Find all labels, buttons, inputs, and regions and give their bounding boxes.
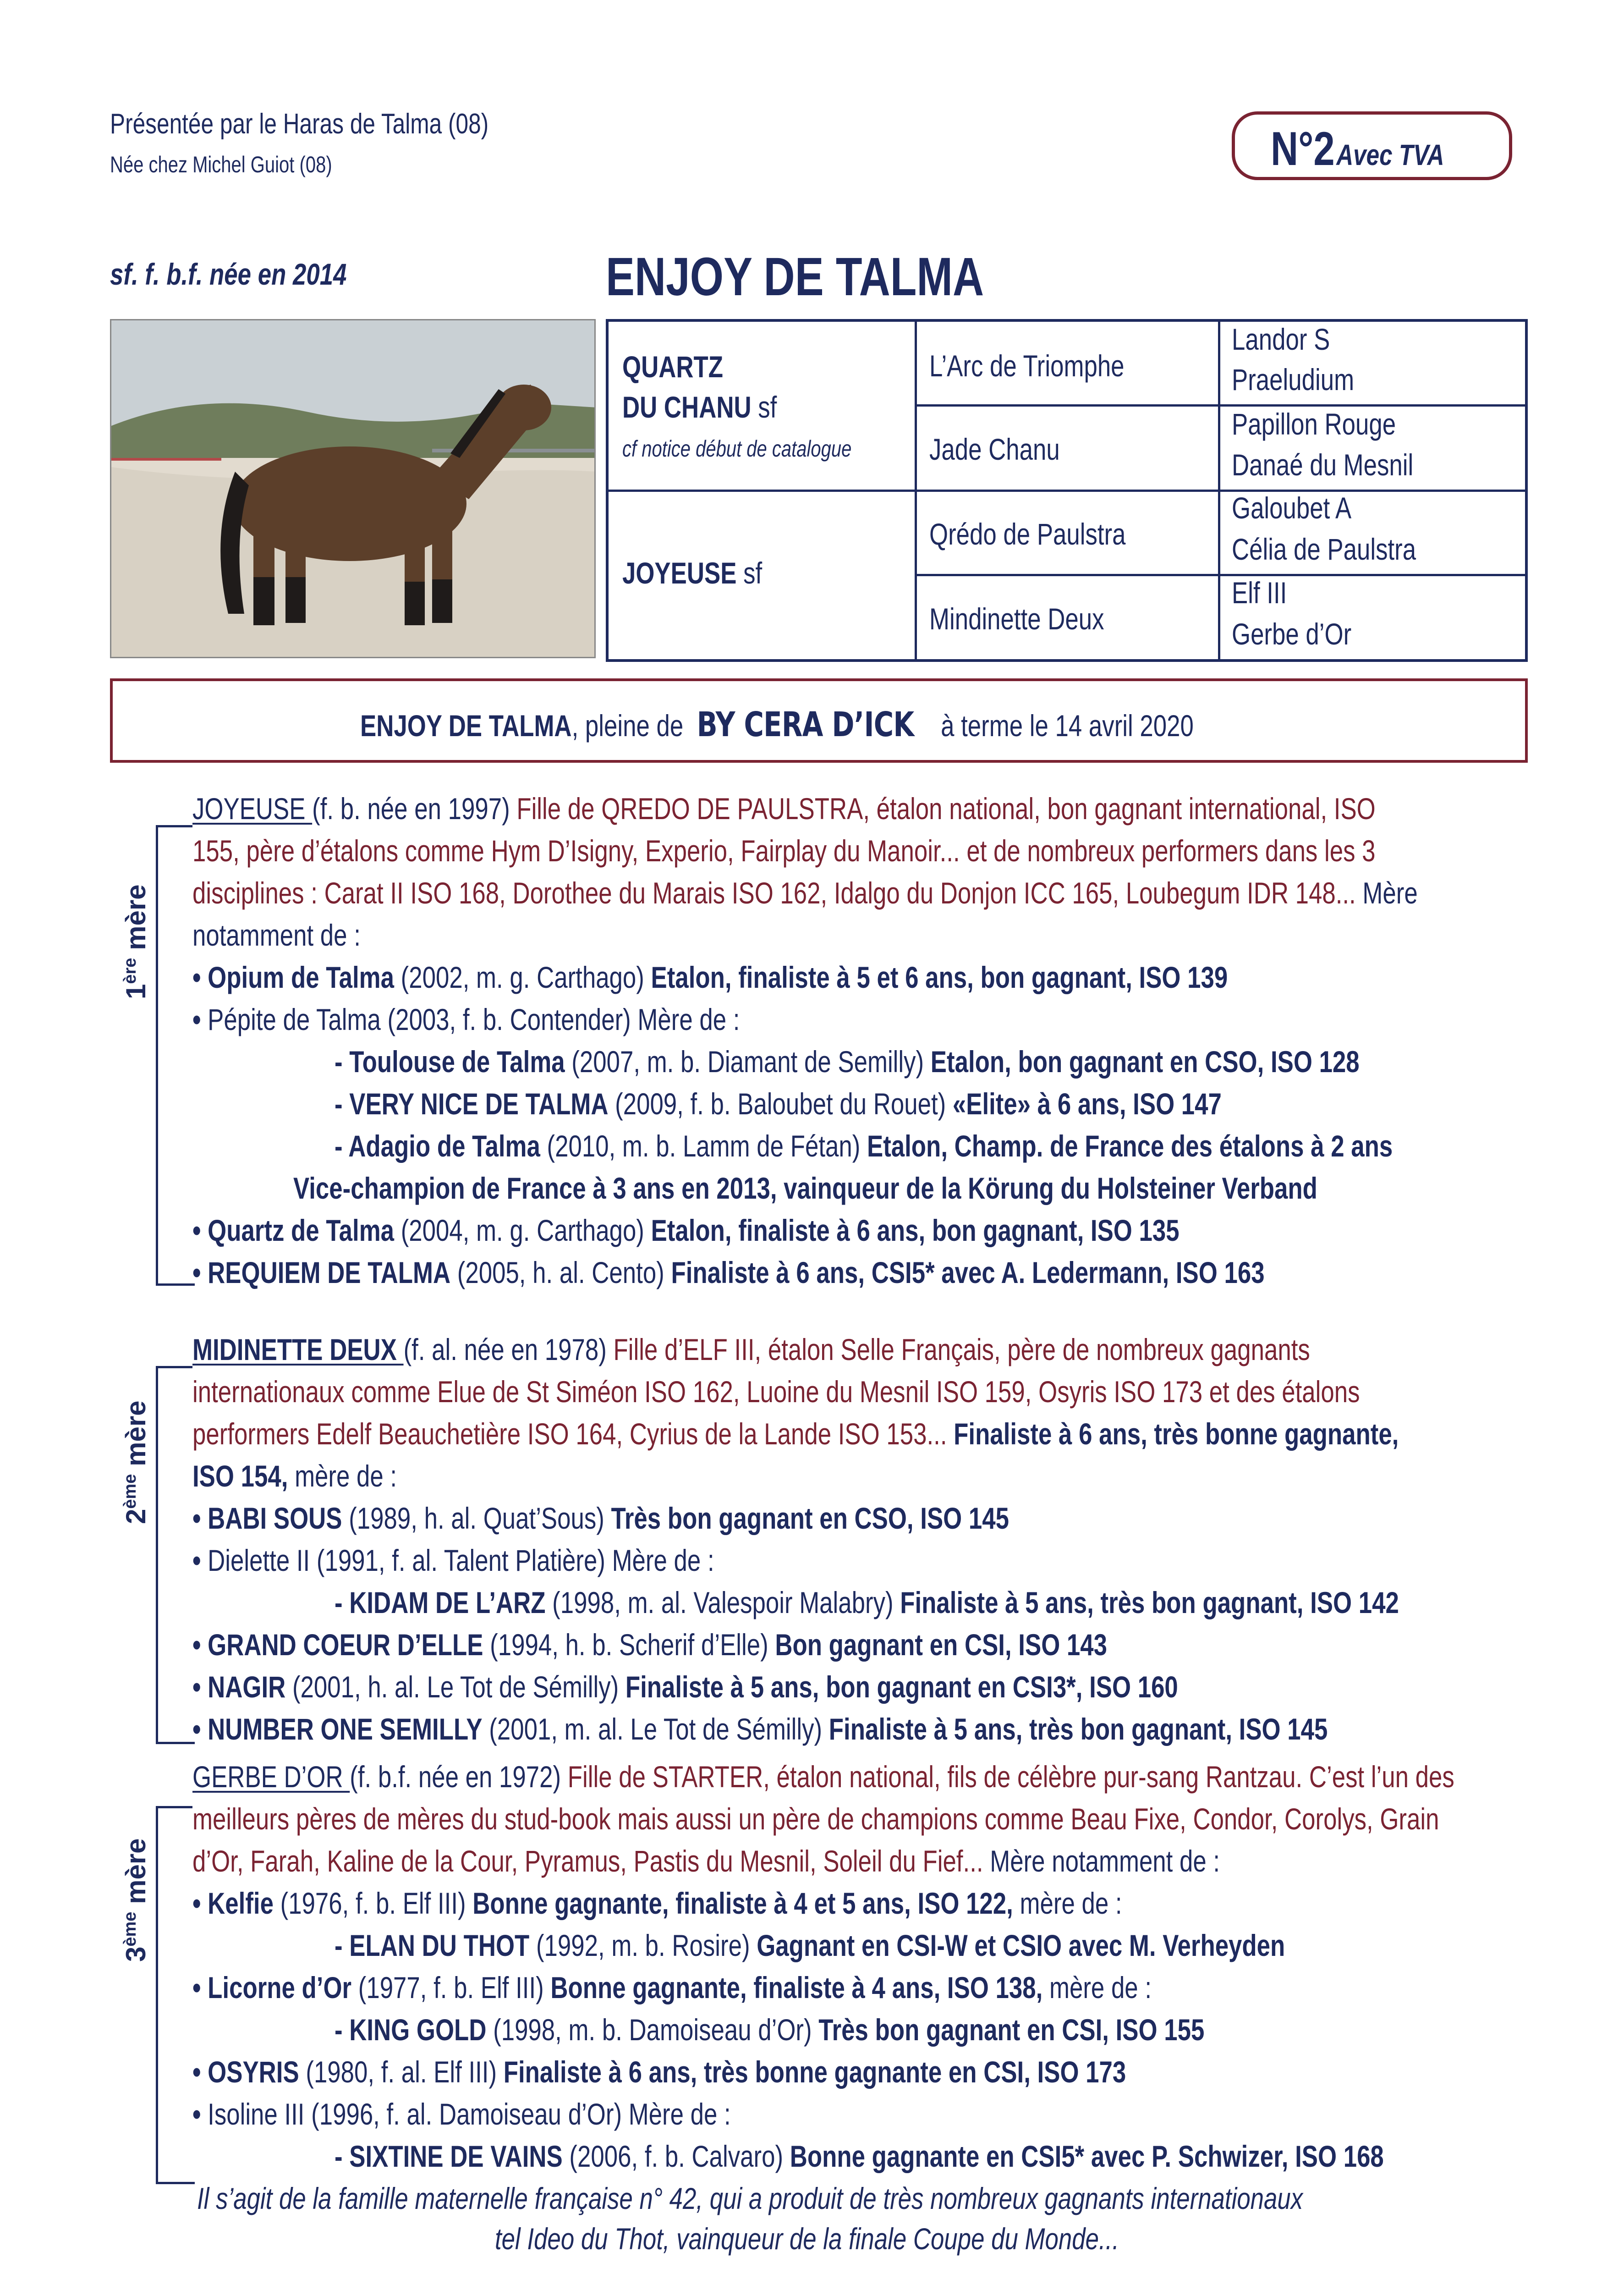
pedigree-ggs2: Papillon Rouge: [1232, 407, 1396, 441]
presented-by: Présentée par le Haras de Talma (08): [110, 108, 489, 140]
horse-description: sf. f. b.f. née en 2014: [110, 257, 347, 291]
dam-name: JOYEUSE sf: [622, 556, 763, 590]
m3-label: 3ème mère: [121, 1838, 151, 1962]
lot-tax: Avec TVA: [1336, 138, 1444, 171]
m2-offspring-1: • BABI SOUS (1989, h. al. Quat’Sous) Très bon gagnant en CSO, ISO 145: [192, 1501, 1009, 1535]
pedigree-ggs4: Elf III: [1232, 576, 1287, 610]
m1-bracket: [156, 825, 195, 1286]
m1-offspring-2: • Pépite de Talma (2003, f. b. Contender) Mère de :: [192, 1002, 740, 1036]
m1-line-1: JOYEUSE (f. b. née en 1997) Fille de QREDO DE PAULSTRA, étalon national, bon gagnant international, ISO: [192, 792, 1376, 826]
m1-label: 1ère mère: [121, 884, 151, 999]
sire-name-line2: DU CHANU sf: [622, 390, 777, 424]
closing-line-2: tel Ideo du Thot, vainqueur de la finale Coupe du Monde...: [495, 2222, 1119, 2256]
pedigree-ggd2: Danaé du Mesnil: [1232, 448, 1414, 482]
m3-offspring-2: - ELAN DU THOT (1992, m. b. Rosire) Gagnant en CSI-W et CSIO avec M. Verheyden: [335, 1928, 1285, 1962]
m3-offspring-4: - KING GOLD (1998, m. b. Damoiseau d’Or) Très bon gagnant en CSI, ISO 155: [335, 2013, 1205, 2047]
m2-bracket: [156, 1366, 195, 1744]
horse-name: ENJOY DE TALMA: [606, 247, 984, 307]
m3-line-1: GERBE D’OR (f. b.f. née en 1972) Fille de STARTER, étalon national, fils de célèbre pur-sang Rantzau. C’est l’un des: [192, 1760, 1454, 1794]
pedigree-ggd1: Praeludium: [1232, 363, 1355, 396]
m1-offspring-6: Vice-champion de France à 3 ans en 2013, vainqueur de la Körung du Holsteiner Verband: [293, 1171, 1317, 1205]
m2-offspring-4: • GRAND COEUR D’ELLE (1994, h. b. Scherif d’Elle) Bon gagnant en CSI, ISO 143: [192, 1628, 1108, 1662]
lot-badge: [1232, 111, 1512, 180]
m2-offspring-2: • Dielette II (1991, f. al. Talent Platière) Mère de :: [192, 1543, 714, 1577]
pedigree-ggs3: Galoubet A: [1232, 491, 1352, 525]
closing-line-1: Il s’agit de la famille maternelle française n° 42, qui a produit de très nombreux gagnants internationaux: [197, 2181, 1303, 2215]
m3-bracket: [156, 1806, 195, 2184]
stallion-name: BY CERA D’ICK: [697, 705, 914, 744]
m1-offspring-5: - Adagio de Talma (2010, m. b. Lamm de Fétan) Etalon, Champ. de France des étalons à 2 ans: [335, 1129, 1393, 1163]
pedigree-gd1: Jade Chanu: [929, 432, 1060, 466]
m3-line-2: meilleurs pères de mères du stud-book mais aussi un père de champions comme Beau Fixe, Condor, Corolys, Grain: [192, 1802, 1439, 1836]
m2-line-1: MIDINETTE DEUX (f. al. née en 1978) Fille d’ELF III, étalon Selle Français, père de nombreux gagnants: [192, 1332, 1310, 1366]
m3-offspring-6: • Isoline III (1996, f. al. Damoiseau d’Or) Mère de :: [192, 2097, 731, 2131]
pedigree-table: [606, 319, 1528, 662]
m1-offspring-4: - VERY NICE DE TALMA (2009, f. b. Baloubet du Rouet) «Elite» à 6 ans, ISO 147: [335, 1087, 1222, 1121]
horse-photo: [110, 319, 596, 658]
m2-line-2: internationaux comme Elue de St Siméon ISO 162, Luoine du Mesnil ISO 159, Osyris ISO 173 et des étalons: [192, 1375, 1360, 1409]
m1-offspring-7: • Quartz de Talma (2004, m. g. Carthago) Etalon, finaliste à 6 ans, bon gagnant, ISO 135: [192, 1213, 1180, 1247]
lot-number: N°2: [1271, 122, 1335, 176]
sire-name: QUARTZ: [622, 350, 723, 384]
pedigree-ggd4: Gerbe d’Or: [1232, 617, 1352, 651]
sire-note: cf notice début de catalogue: [622, 436, 852, 462]
m2-line-4: ISO 154, mère de :: [192, 1459, 397, 1493]
m1-offspring-1: • Opium de Talma (2002, m. g. Carthago) Etalon, finaliste à 5 et 6 ans, bon gagnant, ISO 139: [192, 960, 1228, 994]
m1-line-4: notamment de :: [192, 918, 361, 952]
m3-offspring-7: - SIXTINE DE VAINS (2006, f. b. Calvaro) Bonne gagnante en CSI5* avec P. Schwizer, ISO 168: [335, 2139, 1384, 2173]
m1-line-3: disciplines : Carat II ISO 168, Dorothee du Marais ISO 162, Idalgo du Donjon ICC 165, Loubegum IDR 148... Mère: [192, 876, 1418, 910]
m2-offspring-5: • NAGIR (2001, h. al. Le Tot de Sémilly) Finaliste à 5 ans, bon gagnant en CSI3*, ISO 160: [192, 1670, 1178, 1704]
m2-offspring-3: - KIDAM DE L’ARZ (1998, m. al. Valespoir Malabry) Finaliste à 5 ans, très bon gagnant, ISO 142: [335, 1586, 1399, 1619]
m1-line-2: 155, père d’étalons comme Hym D’Isigny, Experio, Fairplay du Manoir... et de nombreux performers dans les 3: [192, 834, 1376, 868]
born-at: Née chez Michel Guiot (08): [110, 152, 332, 177]
pedigree-ggs1: Landor S: [1232, 322, 1330, 356]
m2-label: 2ème mère: [121, 1400, 151, 1524]
pedigree-gs2: Qrédo de Paulstra: [929, 517, 1126, 551]
m1-offspring-8: • REQUIEM DE TALMA (2005, h. al. Cento) Finaliste à 6 ans, CSI5* avec A. Ledermann, ISO 163: [192, 1255, 1265, 1289]
m3-offspring-1: • Kelfie (1976, f. b. Elf III) Bonne gagnante, finaliste à 4 et 5 ans, ISO 122, mère de :: [192, 1886, 1122, 1920]
m3-offspring-5: • OSYRIS (1980, f. al. Elf III) Finaliste à 6 ans, très bonne gagnante en CSI, ISO 173: [192, 2055, 1126, 2089]
pedigree-gd2: Mindinette Deux: [929, 602, 1104, 636]
m3-line-3: d’Or, Farah, Kaline de la Cour, Pyramus, Pastis du Mesnil, Soleil du Fief... Mère notamment de :: [192, 1844, 1220, 1878]
m2-line-3: performers Edelf Beauchetière ISO 164, Cyrius de la Lande ISO 153... Finaliste à 6 ans, très bonne gagnante,: [192, 1417, 1399, 1451]
pedigree-ggd3: Célia de Paulstra: [1232, 532, 1416, 566]
m1-offspring-3: - Toulouse de Talma (2007, m. b. Diamant de Semilly) Etalon, bon gagnant en CSO, ISO 128: [335, 1045, 1360, 1079]
m3-offspring-3: • Licorne d’Or (1977, f. b. Elf III) Bonne gagnante, finaliste à 4 ans, ISO 138, mère de :: [192, 1971, 1152, 2004]
m2-offspring-6: • NUMBER ONE SEMILLY (2001, m. al. Le Tot de Sémilly) Finaliste à 5 ans, très bon gagnant, ISO 145: [192, 1712, 1328, 1746]
pedigree-gs1: L’Arc de Triomphe: [929, 349, 1125, 383]
pregnancy-box: ENJOY DE TALMA, pleine de BY CERA D’ICK à terme le 14 avril 2020: [110, 678, 1528, 763]
